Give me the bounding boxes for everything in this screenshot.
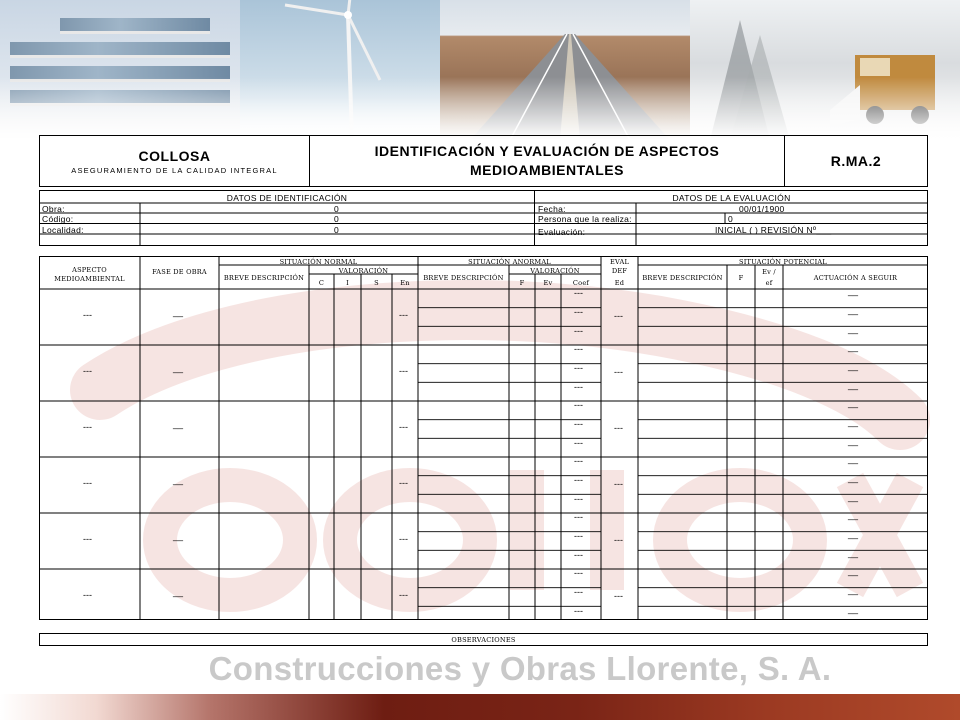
actuacion-cell[interactable]: __	[848, 566, 859, 577]
anormal-coef-cell[interactable]: ---	[574, 475, 583, 485]
anormal-desc-header: BREVE DESCRIPCIÓN	[423, 274, 504, 282]
normal-en-cell[interactable]: ---	[399, 422, 408, 432]
anormal-title: SITUACIÓN ANORMAL	[468, 258, 551, 266]
form-title-line2: MEDIOAMBIENTALES	[470, 162, 624, 178]
actuacion-cell[interactable]: __	[848, 323, 859, 334]
eval-def-cell[interactable]: ---	[614, 591, 623, 601]
actuacion-cell[interactable]: __	[848, 603, 859, 614]
actuacion-cell[interactable]: __	[848, 417, 859, 427]
normal-title: SITUACIÓN NORMAL	[279, 258, 358, 266]
persona-value[interactable]: 0	[728, 214, 734, 224]
potencial-f-header: F	[738, 274, 744, 282]
normal-en-cell[interactable]: ---	[399, 366, 408, 376]
aspecto-cell[interactable]: ---	[83, 422, 92, 432]
company-footer-name: Construcciones y Obras Llorente, S. A.	[208, 650, 832, 687]
actuacion-cell[interactable]: __	[848, 361, 859, 371]
aspecto-cell[interactable]: ---	[83, 366, 92, 376]
fecha-label: Fecha:	[538, 204, 566, 214]
aspecto-header-2: MEDIOAMBIENTAL	[54, 275, 125, 283]
normal-col-s: S	[374, 279, 379, 287]
fase-cell[interactable]: __	[173, 475, 184, 485]
anormal-coef-cell[interactable]: ---	[574, 400, 583, 411]
fase-header: FASE DE OBRA	[152, 268, 207, 276]
anormal-coef-cell[interactable]: ---	[574, 344, 583, 355]
fase-cell[interactable]: __	[173, 363, 184, 373]
normal-val-header: VALORACIÓN	[338, 267, 389, 275]
localidad-value[interactable]: 0	[334, 225, 340, 235]
persona-label: Persona que la realiza:	[538, 214, 632, 224]
anormal-coef-cell[interactable]: ---	[574, 587, 583, 597]
aspecto-cell[interactable]: ---	[83, 590, 92, 600]
eval-def-header-2: DEF	[611, 267, 628, 275]
anormal-coef-cell[interactable]: ---	[574, 363, 583, 373]
observaciones-label: OBSERVACIONES	[451, 635, 516, 644]
actuacion-cell[interactable]: __	[848, 529, 859, 539]
localidad-label: Localidad:	[42, 225, 84, 235]
actuacion-cell[interactable]: __	[848, 342, 859, 353]
anormal-val-header: VALORACIÓN	[530, 267, 580, 275]
anormal-coef-cell[interactable]: ---	[574, 381, 583, 392]
actuacion-cell[interactable]: __	[848, 454, 859, 465]
normal-desc-header: BREVE DESCRIPCIÓN	[223, 274, 305, 282]
potencial-ev-header: Ev /	[762, 268, 776, 276]
anormal-col-f: F	[519, 279, 525, 287]
actuacion-cell[interactable]: __	[848, 305, 859, 315]
aspecto-cell[interactable]: ---	[83, 478, 92, 488]
anormal-coef-cell[interactable]: ---	[574, 549, 583, 560]
potencial-ef-header: ef	[765, 279, 773, 287]
eval-def-cell[interactable]: ---	[614, 311, 623, 321]
anormal-coef-cell[interactable]: ---	[574, 437, 583, 448]
anormal-coef-cell[interactable]: ---	[574, 419, 583, 429]
observaciones-box[interactable]	[39, 633, 928, 646]
fecha-value[interactable]: 00/01/1900	[739, 204, 785, 214]
evaluacion-value[interactable]: INICIAL ( ) REVISIÓN Nº___	[715, 225, 832, 235]
actuacion-cell[interactable]: __	[848, 286, 859, 297]
normal-col-c: C	[318, 279, 325, 287]
evaluacion-label: Evaluación:	[538, 227, 586, 237]
footer-bar	[0, 694, 960, 720]
anormal-coef-cell[interactable]: ---	[574, 456, 583, 467]
form-title-line1: IDENTIFICACIÓN Y EVALUACIÓN DE ASPECTOS	[374, 143, 720, 160]
header-photo-banner	[0, 0, 960, 140]
anormal-col-coef: Coef	[572, 279, 590, 287]
fase-cell[interactable]: __	[173, 419, 184, 429]
anormal-coef-cell[interactable]: ---	[574, 568, 583, 579]
actuacion-cell[interactable]: __	[848, 547, 859, 558]
normal-col-en: En	[400, 279, 410, 287]
actuacion-cell[interactable]: __	[848, 398, 859, 409]
eval-def-cell[interactable]: ---	[614, 423, 623, 433]
normal-en-cell[interactable]: ---	[399, 310, 408, 320]
anormal-coef-cell[interactable]: ---	[574, 325, 583, 336]
fase-cell[interactable]: __	[173, 307, 184, 317]
actuacion-cell[interactable]: __	[848, 379, 859, 390]
eval-def-cell[interactable]: ---	[614, 535, 623, 545]
eval-def-header-3: Ed	[614, 279, 625, 287]
eval-def-cell[interactable]: ---	[614, 367, 623, 377]
codigo-value[interactable]: 0	[334, 214, 340, 224]
form-code: R.MA.2	[830, 152, 882, 169]
aspecto-cell[interactable]: ---	[83, 534, 92, 544]
potencial-desc-header: BREVE DESCRIPCIÓN	[642, 274, 723, 282]
identification-title: DATOS DE IDENTIFICACIÓN	[226, 193, 348, 203]
fase-cell[interactable]: __	[173, 587, 184, 597]
company-subtitle: ASEGURAMIENTO DE LA CALIDAD INTEGRAL	[71, 165, 278, 175]
aspecto-cell[interactable]: ---	[83, 310, 92, 320]
normal-en-cell[interactable]: ---	[399, 534, 408, 544]
eval-def-cell[interactable]: ---	[614, 479, 623, 489]
normal-col-i: I	[346, 279, 349, 287]
actuacion-cell[interactable]: __	[848, 510, 859, 521]
anormal-coef-cell[interactable]: ---	[574, 531, 583, 541]
company-name: COLLOSA	[138, 148, 211, 165]
grid-rows	[39, 135, 928, 620]
anormal-coef-cell[interactable]: ---	[574, 288, 583, 299]
evaluation-title: DATOS DE LA EVALUACIÓN	[672, 193, 791, 203]
anormal-coef-cell[interactable]: ---	[574, 307, 583, 317]
anormal-coef-cell[interactable]: ---	[574, 512, 583, 523]
actuacion-cell[interactable]: __	[848, 473, 859, 483]
fase-cell[interactable]: __	[173, 531, 184, 541]
actuacion-cell[interactable]: __	[848, 491, 859, 502]
normal-en-cell[interactable]: ---	[399, 590, 408, 600]
potencial-title: SITUACIÓN POTENCIAL	[739, 258, 827, 266]
anormal-coef-cell[interactable]: ---	[574, 605, 583, 616]
codigo-label: Código:	[42, 214, 74, 224]
normal-en-cell[interactable]: ---	[399, 478, 408, 488]
obra-value[interactable]: 0	[334, 204, 340, 214]
actuacion-cell[interactable]: __	[848, 435, 859, 446]
aspecto-header: ASPECTO	[72, 266, 107, 274]
anormal-col-ev: Ev	[543, 279, 553, 287]
obra-label: Obra:	[42, 204, 65, 214]
anormal-coef-cell[interactable]: ---	[574, 493, 583, 504]
actuacion-header: ACTUACIÓN A SEGUIR	[813, 274, 898, 282]
eval-def-header-1: EVAL	[609, 258, 630, 266]
actuacion-cell[interactable]: __	[848, 585, 859, 595]
